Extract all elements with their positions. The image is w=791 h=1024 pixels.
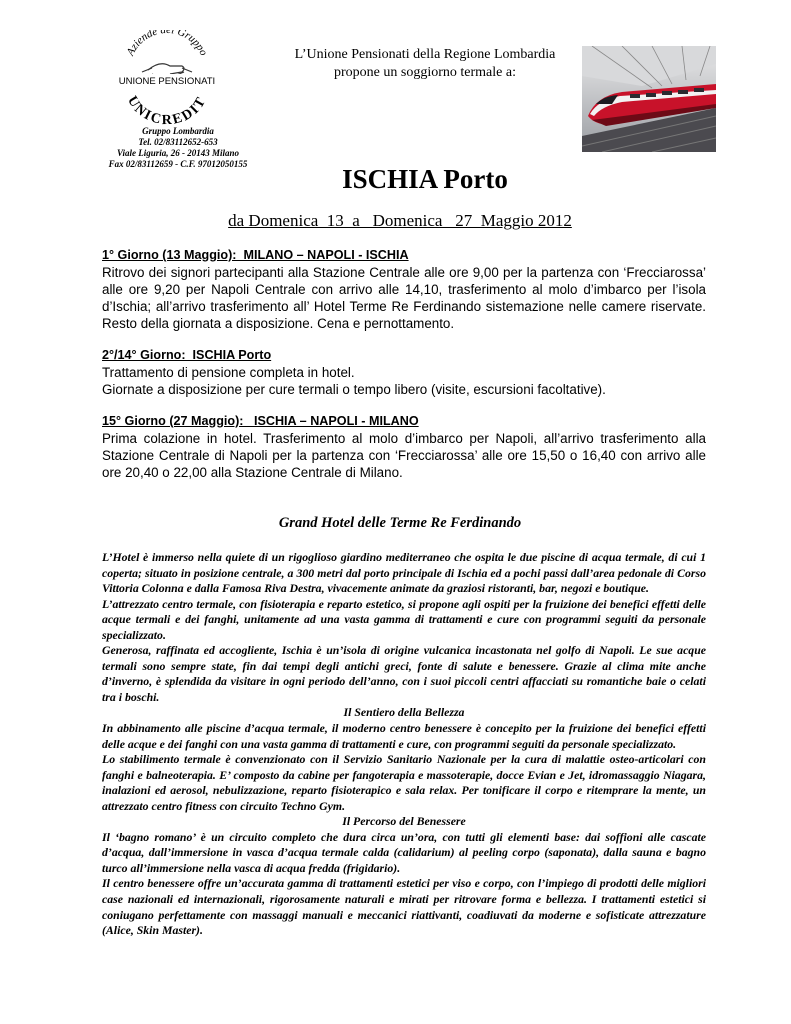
logo-arc-top-text: Aziende del Gruppo (124, 30, 210, 58)
section-subtitle: Il Percorso del Benessere (342, 814, 466, 829)
train-photo (582, 46, 716, 152)
org-line: Tel. 02/83112652-653 (138, 137, 218, 147)
hotel-description (102, 550, 706, 939)
itinerary-day (102, 247, 706, 332)
day-title: 15° Giorno (27 Maggio): ISCHIA – NAPOLI - MILANO (102, 414, 419, 428)
hotel-paragraph: Lo stabilimento termale è convenzionato con il Servizio Sanitario Nazionale per la cura di malattie osteo-articolari con fanghi e balneoterapia. E’ composto da cabine per fangoterapia e massoterapie, docce Evian e Jet, idromassaggio Niagara, inalazioni ed aerosol, nebulizzazione, reparto fisioterapico e sala relax. Per tonificare il corpo e ritemprare la mente, un attrezzato centro fitness con circuito Techno Gym. (102, 752, 706, 813)
itinerary (102, 247, 706, 496)
hotel-paragraph: Il ‘bagno romano’ è un circuito completo che dura circa un’ora, con tutti gli elementi base: dai soffioni alle cascate d’acqua, dall’immersione in vasca d’acqua termale calda (calidarium) al peeling corpo (saponata), dalla sauna e bagno turco all’immersione nella vasca di acqua fredda (frigidario). (102, 829, 706, 875)
organization-info (98, 126, 258, 170)
train-photo-icon (582, 46, 716, 152)
day-text: Trattamento di pensione completa in hotel. Giornate a disposizione per cure termali o tempo libero (visite, escursioni facoltative). (102, 365, 606, 397)
itinerary-day (102, 413, 706, 481)
day-text: Prima colazione in hotel. Trasferimento al molo d’imbarco per Napoli, all’arrivo trasferimento alla Stazione Centrale di Napoli per la partenza con ‘Frecciarossa’ alle ore 15,50 o 16,40 con arrivo alle ore 20,40 o 22,00 alla Stazione Centrale di Milano. (102, 431, 706, 480)
logo-name: UNIONE PENSIONATI (118, 76, 216, 87)
handshake-logo-icon (112, 30, 222, 130)
svg-text:UNICREDIT (124, 94, 210, 128)
org-line: Fax 02/83112659 - C.F. 97012050155 (108, 159, 248, 169)
hotel-paragraph: In abbinamento alle piscine d’acqua termale, il moderno centro benessere è concepito per la fruizione dei benefici effetti delle acque e dei fanghi con una vasta gamma di trattamenti e cure, con programmi seguiti da personale specializzato. (102, 721, 706, 751)
day-title: 2°/14° Giorno: ISCHIA Porto (102, 348, 272, 362)
svg-text:Aziende del Gruppo (124, 30, 210, 59)
day-title: 1° Giorno (13 Maggio): MILANO – NAPOLI - ISCHIA (102, 248, 409, 262)
union-logo (112, 30, 222, 130)
org-line: Gruppo Lombardia (142, 126, 214, 136)
intro-text (270, 46, 580, 82)
hotel-title: Grand Hotel delle Terme Re Ferdinando (278, 515, 522, 531)
page-title: ISCHIA Porto (342, 164, 508, 194)
intro-line: L’Unione Pensionati della Regione Lombardia (294, 47, 556, 62)
org-line: Viale Liguria, 26 - 20143 Milano (116, 148, 239, 158)
section-subtitle: Il Sentiero della Bellezza (343, 705, 465, 720)
hotel-paragraph: L’Hotel è immerso nella quiete di un rigoglioso giardino mediterraneo che ospita le due piscine di acqua termale, di cui 1 coperta; situato in posizione centrale, a 300 metri dal porto principale di Ischia ed a pochi passi dall’area pedonale di Corso Vittoria Colonna e dalla Famosa Riva Destra, vivacemente animate da graziosi ristoranti, bar, negozi e boutique. (102, 550, 706, 596)
intro-line: propone un soggiorno termale a: (334, 65, 516, 80)
hotel-paragraph: Il centro benessere offre un’accurata gamma di trattamenti estetici per viso e corpo, con l’impiego di prodotti delle migliori case nazionali ed internazionali, rigorosamente naturali e mirati per ritrovare forma e bellezza. I trattamenti estetici si coniugano perfettamente con massaggi manuali e meccanici riattivanti, coadiuvati da moderne e sofisticate attrezzature (Alice, Skin Master). (102, 876, 706, 938)
logo-arc-bottom-text: UNICREDIT (124, 93, 210, 129)
day-text: Ritrovo dei signori partecipanti alla Stazione Centrale alle ore 9,00 per la partenza con ‘Frecciarossa’ alle ore 9,20 per Napoli Centrale con arrivo alle 14,10, trasferimento al molo d’imbarco per l’isola d’Ischia; all’arrivo trasferimento all’ Hotel Terme Re Ferdinando sistemazione nelle camere riservate. Resto della giornata a disposizione. Cena e pernottamento. (102, 265, 706, 331)
trip-dates: da Domenica 13 a Domenica 27 Maggio 2012 (228, 211, 572, 230)
itinerary-day (102, 347, 706, 398)
hotel-paragraph: L’attrezzato centro termale, con fisioterapia e reparto estetico, si propone agli ospiti per la fruizione dei benefici effetti delle acque termali e dei fanghi, unitamente ad una vasta gamma di trattamenti e cure con programmi seguiti da personale specializzato. (102, 596, 706, 642)
hotel-paragraph: Generosa, raffinata ed accogliente, Ischia è un’isola di origine vulcanica incastonata nel golfo di Napoli. Le sue acque termali sono sempre state, fin dai tempi degli antichi greci, fonte di salute e benessere. Grazie al clima mite anche d’inverno, è splendida da visitare in ogni periodo dell’anno, con i suoi piccoli centri affacciati su romantiche baie o celati tra i boschi. (102, 643, 706, 704)
